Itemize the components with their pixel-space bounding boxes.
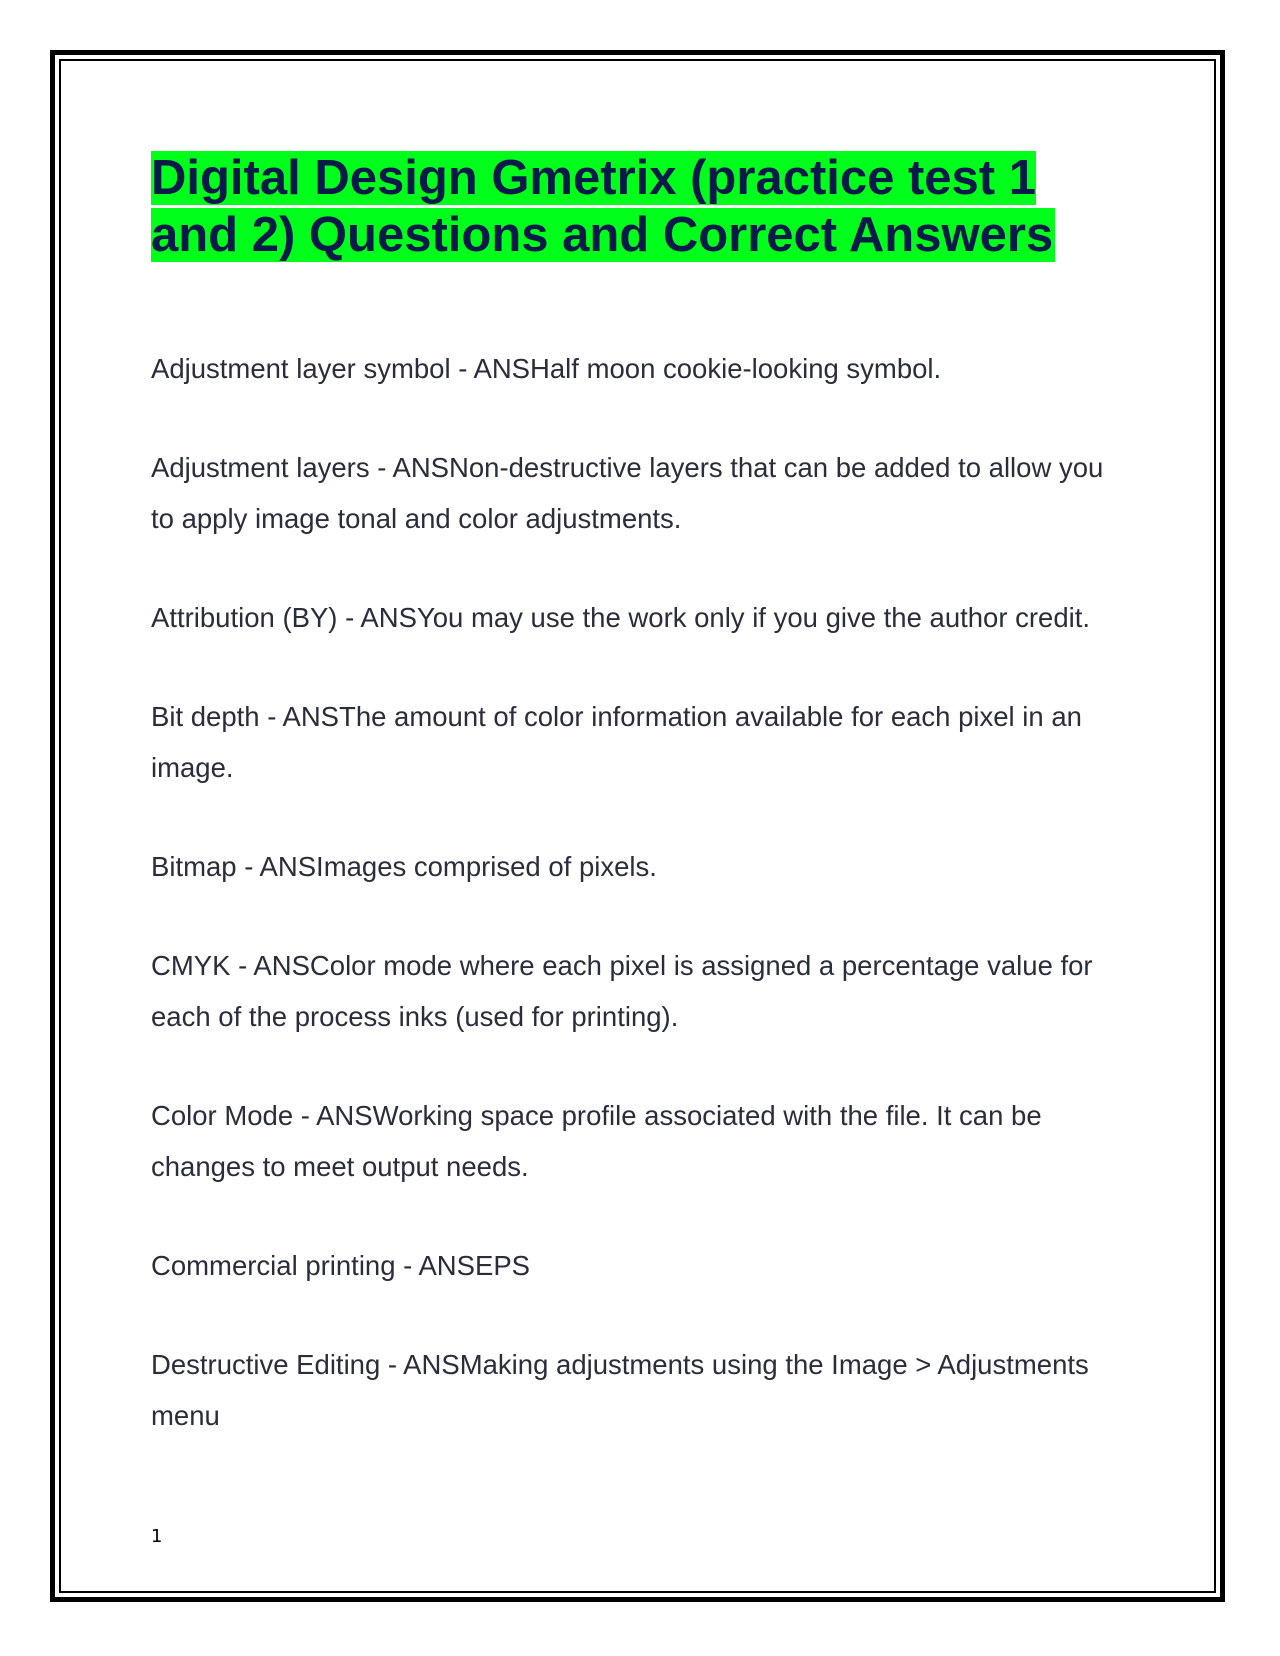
- entry-item: Bit depth - ANSThe amount of color information available for each pixel in an image.: [151, 701, 1082, 783]
- entry-item: Adjustment layer symbol - ANSHalf moon cookie-looking symbol.: [151, 353, 942, 384]
- entry-item: CMYK - ANSColor mode where each pixel is assigned a percentage value for each of the process inks (used for printing).: [151, 950, 1093, 1032]
- document-title-text: Digital Design Gmetrix (practice test 1 and 2) Questions and Correct Answers: [151, 151, 1054, 262]
- entry-item: Destructive Editing - ANSMaking adjustments using the Image > Adjustments menu: [151, 1349, 1089, 1431]
- entry-item: Attribution (BY) - ANSYou may use the work only if you give the author credit.: [151, 602, 1091, 633]
- entry-item: Color Mode - ANSWorking space profile associated with the file. It can be changes to meet output needs.: [151, 1100, 1042, 1182]
- entry-item: Adjustment layers - ANSNon-destructive layers that can be added to allow you to apply image tonal and color adjustments.: [151, 452, 1104, 534]
- document-title: [151, 150, 1126, 264]
- entry-item: Bitmap - ANSImages comprised of pixels.: [151, 851, 657, 882]
- entry-list: [151, 343, 1126, 1441]
- document-body: [151, 150, 1126, 1489]
- entry-item: Commercial printing - ANSEPS: [151, 1250, 531, 1281]
- page-number: 1: [151, 1526, 163, 1547]
